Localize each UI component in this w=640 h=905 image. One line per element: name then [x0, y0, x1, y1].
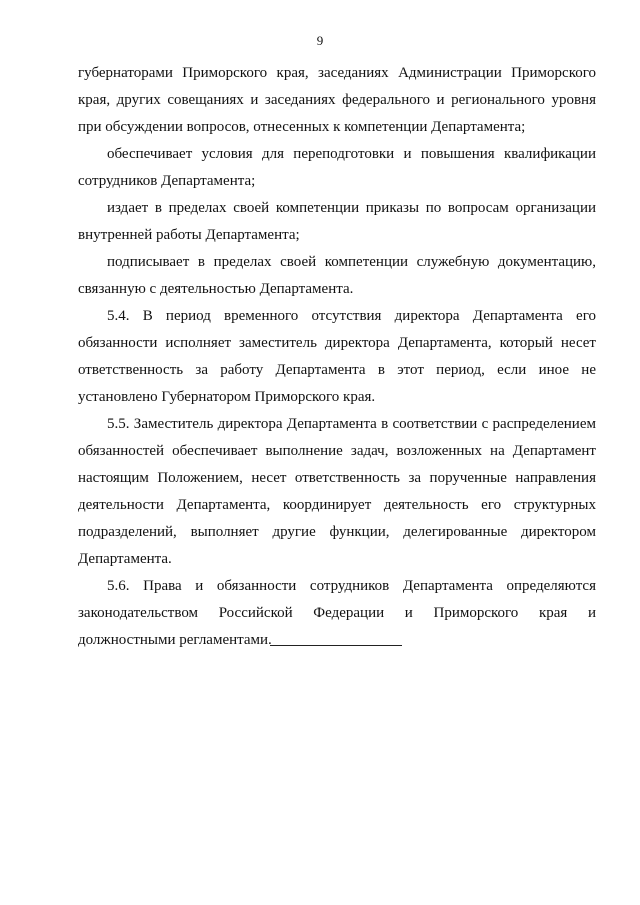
text-line: установлено Губернатором Приморского края. — [78, 389, 376, 405]
text-line: 5.6. Права и обязанности сотрудников Департамента определяются — [107, 578, 596, 594]
text-line: деятельности Департамента, координирует деятельность его структурных — [78, 497, 596, 513]
text-line: губернаторами Приморского края, заседаниях Администрации Приморского — [78, 65, 596, 81]
text-line: связанную с деятельностью Департамента. — [78, 281, 354, 297]
text-line: законодательством Российской Федерации и Приморского края и — [78, 605, 596, 621]
text-line: подразделений, выполняет другие функции, делегированные директором — [78, 524, 596, 540]
paragraph-5-6 — [78, 573, 596, 654]
text-line: должностными регламентами. — [78, 632, 272, 648]
paragraph-training-conditions — [78, 141, 596, 195]
paragraph-signing — [78, 249, 596, 303]
document-body — [78, 60, 596, 654]
text-line: при обсуждении вопросов, отнесенных к компетенции Департамента; — [78, 119, 526, 135]
text-line: обеспечивает условия для переподготовки и повышения квалификации — [107, 146, 596, 162]
text-line: края, других совещаниях и заседаниях федерального и регионального уровня — [78, 92, 596, 108]
text-line: обязанности исполняет заместитель директора Департамента, который несет — [78, 335, 596, 351]
page-number: 9 — [316, 33, 324, 48]
end-of-document-rule — [270, 645, 402, 646]
text-line: настоящим Положением, несет ответственность за порученные направления — [78, 470, 596, 486]
paragraph-orders — [78, 195, 596, 249]
paragraph-5-5 — [78, 411, 596, 573]
text-line: 5.5. Заместитель директора Департамента в соответствии с распределением — [107, 416, 596, 432]
text-line: внутренней работы Департамента; — [78, 227, 300, 243]
text-line: подписывает в пределах своей компетенции служебную документацию, — [107, 254, 596, 270]
text-line: издает в пределах своей компетенции приказы по вопросам организации — [107, 200, 596, 216]
text-line: обязанностей обеспечивает выполнение задач, возложенных на Департамент — [78, 443, 596, 459]
text-line: Департамента. — [78, 551, 172, 567]
text-line: сотрудников Департамента; — [78, 173, 256, 189]
paragraph-5-4 — [78, 303, 596, 411]
text-line: ответственность за работу Департамента в этот период, если иное не — [78, 362, 596, 378]
text-line: 5.4. В период временного отсутствия директора Департамента его — [107, 308, 596, 324]
paragraph-continuation — [78, 60, 596, 141]
